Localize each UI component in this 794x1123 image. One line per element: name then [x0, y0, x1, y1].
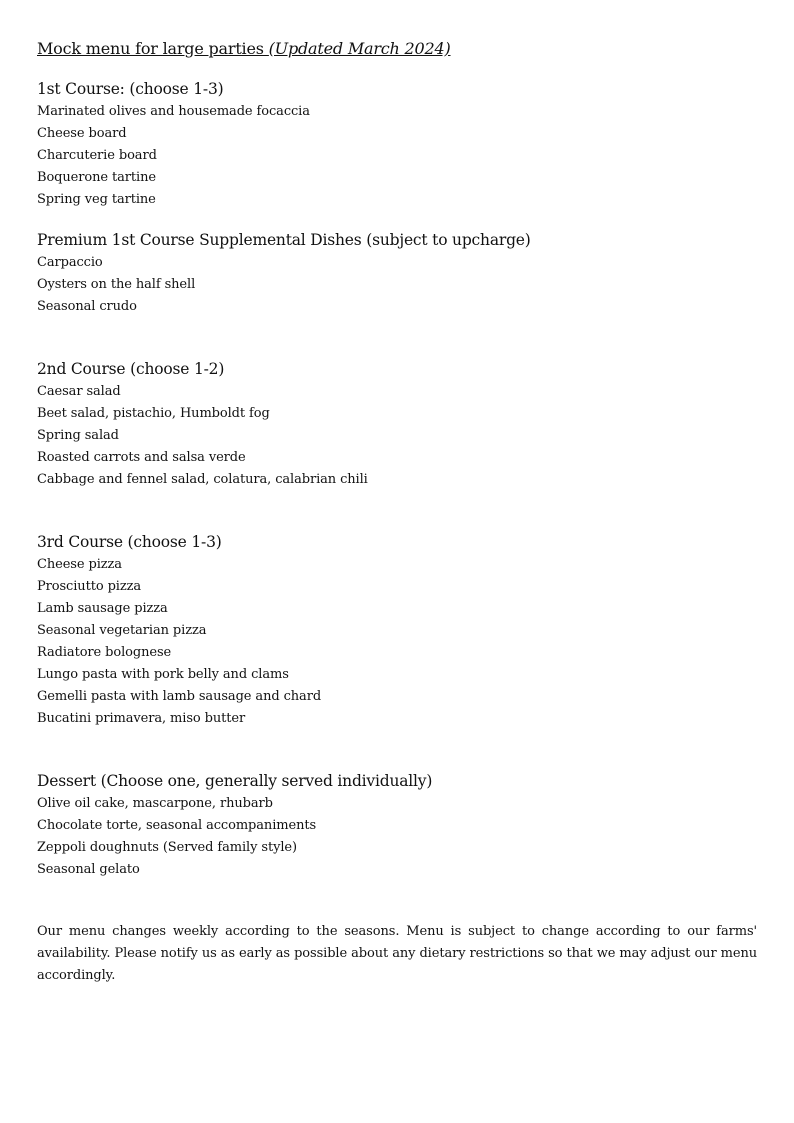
menu-item: Zeppoli doughnuts (Served family style) — [37, 840, 297, 855]
menu-item: Chocolate torte, seasonal accompaniments — [37, 818, 317, 833]
menu-item: Oysters on the half shell — [37, 277, 196, 292]
menu-item: Seasonal vegetarian pizza — [37, 623, 207, 638]
menu-item: Olive oil cake, mascarpone, rhubarb — [37, 796, 273, 811]
menu-item-list — [37, 252, 757, 318]
section-second-course — [37, 358, 757, 491]
section-heading: Premium 1st Course Supplemental Dishes (subject to upcharge) — [37, 231, 531, 249]
menu-item-list — [37, 381, 757, 491]
menu-item: Lungo pasta with pork belly and clams — [37, 667, 289, 682]
section-heading: 1st Course: (choose 1-3) — [37, 80, 224, 98]
menu-item: Beet salad, pistachio, Humboldt fog — [37, 406, 270, 421]
section-heading: 3rd Course (choose 1-3) — [37, 533, 222, 551]
section-first-course — [37, 78, 757, 211]
spacer — [37, 318, 757, 358]
spacer — [37, 491, 757, 531]
spacer — [37, 211, 757, 229]
menu-item: Cabbage and fennel salad, colatura, calabrian chili — [37, 472, 368, 487]
menu-item: Cheese board — [37, 126, 127, 141]
menu-item-list — [37, 101, 757, 211]
title-main: Mock menu for large parties — [37, 39, 269, 58]
menu-item-list — [37, 793, 757, 881]
menu-item: Bucatini primavera, miso butter — [37, 711, 246, 726]
spacer — [37, 730, 757, 770]
menu-item-list — [37, 554, 757, 730]
menu-item: Seasonal crudo — [37, 299, 137, 314]
spacer — [37, 881, 757, 921]
section-heading: Dessert (Choose one, generally served individually) — [37, 772, 433, 790]
section-dessert — [37, 770, 757, 881]
section-third-course — [37, 531, 757, 730]
page-title — [37, 38, 757, 60]
section-premium-supplements — [37, 229, 757, 318]
menu-item: Cheese pizza — [37, 557, 122, 572]
menu-item: Roasted carrots and salsa verde — [37, 450, 246, 465]
menu-item: Boquerone tartine — [37, 170, 156, 185]
section-heading: 2nd Course (choose 1-2) — [37, 360, 225, 378]
title-updated-date: (Updated March 2024) — [268, 39, 451, 58]
menu-item: Caesar salad — [37, 384, 121, 399]
menu-item: Marinated olives and housemade focaccia — [37, 104, 310, 119]
menu-item: Spring salad — [37, 428, 119, 443]
menu-item: Spring veg tartine — [37, 192, 156, 207]
menu-page — [37, 38, 757, 987]
menu-item: Seasonal gelato — [37, 862, 140, 877]
menu-item: Prosciutto pizza — [37, 579, 142, 594]
menu-item: Charcuterie board — [37, 148, 157, 163]
menu-item: Gemelli pasta with lamb sausage and chard — [37, 689, 322, 704]
menu-footnote: Our menu changes weekly according to the seasons. Menu is subject to change according to our farms' availability. Please notify us as early as possible about any dietary restrictions so that we may adjust our menu accordingly. — [37, 924, 757, 983]
menu-item: Radiatore bolognese — [37, 645, 172, 660]
menu-item: Carpaccio — [37, 255, 103, 270]
menu-item: Lamb sausage pizza — [37, 601, 168, 616]
